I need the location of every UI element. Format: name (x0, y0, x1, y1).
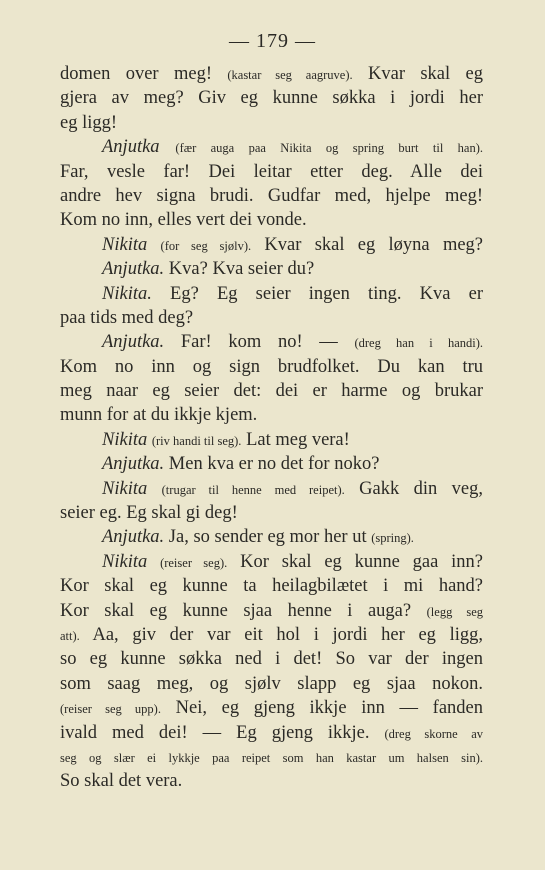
stage-direction: (kastar seg aagruve). (227, 68, 353, 82)
text-line (60, 501, 483, 525)
text-line (60, 62, 483, 86)
text-run: Far, vesle far! Dei leitar etter deg. Alle dei (60, 161, 483, 182)
text-run: ivald med dei! — Eg gjeng ikkje. (60, 722, 370, 743)
text-line (60, 233, 483, 257)
text-line (60, 160, 483, 184)
page-number: — 179 — (229, 30, 316, 52)
text-line (60, 550, 483, 574)
speaker-name: Nikita. (102, 283, 152, 304)
text-run: Kvar skal eg (368, 64, 483, 84)
text-run: domen over meg! (60, 64, 212, 84)
text-run: So skal det vera. (60, 771, 183, 792)
text-run: Men kva er no det for noko? (168, 454, 380, 475)
speaker-name: Anjutka. (102, 332, 165, 353)
text-run: andre hev signa brudi. Gudfar med, hjelpe meg! (60, 185, 483, 206)
text-run: Kva? Kva seier du? (168, 259, 315, 280)
text-line (60, 769, 483, 793)
text-run: Eg? Eg seier ingen ting. Kva er (170, 283, 483, 304)
text-line (60, 355, 483, 379)
speaker-name: Nikita (102, 429, 148, 450)
text-line (60, 745, 483, 769)
stage-direction: (riv handi til seg). (151, 433, 242, 448)
text-run: Nei, eg gjeng ikkje inn — fanden (175, 698, 484, 719)
text-line (60, 672, 483, 696)
speaker-name: Anjutka (102, 137, 160, 158)
text-run: so eg kunne søkka ned i det! So var der ingen (60, 649, 483, 670)
text-run: Gakk din veg, (359, 478, 484, 499)
text-line (60, 428, 483, 452)
text-run: gjera av meg? Giv eg kunne søkka i jordi her (60, 88, 483, 109)
stage-direction: (dreg skorne av (384, 726, 484, 741)
stage-direction: (for seg sjølv). (160, 238, 252, 253)
speaker-name: Nikita (102, 478, 148, 499)
text-line (60, 477, 483, 501)
speaker-name: Anjutka. (102, 259, 165, 280)
text-run: meg naar eg seier det: dei er harme og brukar (60, 381, 483, 402)
stage-direction: (fær auga paa Nikita og spring burt til han). (175, 141, 484, 156)
text-run: Aa, giv der var eit hol i jordi her eg ligg, (92, 624, 483, 645)
text-line (60, 135, 483, 159)
text-run: Kor skal eg kunne ta heilagbilætet i mi hand? (60, 576, 483, 597)
text-line (60, 330, 483, 354)
speaker-name: Nikita (102, 234, 148, 255)
speaker-name: Anjutka. (102, 527, 165, 548)
text-run: Kom no inn og sign brudfolket. Du kan tru (60, 356, 483, 377)
text-run: Kor skal eg kunne gaa inn? (240, 551, 483, 572)
text-line (60, 184, 483, 208)
text-run: Kor skal eg kunne sjaa henne i auga? (60, 600, 412, 621)
stage-direction: att). (60, 628, 80, 643)
text-line (60, 696, 483, 720)
speaker-name: Nikita (102, 551, 148, 572)
text-run: Far! kom no! — (180, 332, 338, 353)
stage-direction: (reiser seg upp). (60, 702, 161, 717)
text-line (60, 599, 483, 623)
text-line (60, 721, 483, 745)
text-line (60, 647, 483, 671)
text-line (60, 86, 483, 110)
stage-direction: (reiser seg). (160, 555, 228, 570)
stage-direction: (trugar til henne med reipet). (161, 482, 345, 497)
text-run: eg ligg! (60, 112, 118, 133)
text-run: paa tids med deg? (60, 307, 194, 328)
text-line (60, 525, 483, 549)
text-line (60, 208, 483, 232)
text-run: Kvar skal eg løyna meg? (264, 234, 484, 255)
text-line (60, 452, 483, 476)
text-run: Kom no inn, elles vert dei vonde. (60, 210, 307, 231)
text-line (60, 403, 483, 427)
stage-direction: (legg seg (426, 604, 484, 619)
text-line (60, 574, 483, 598)
stage-direction: (dreg han i handi). (354, 336, 483, 351)
text-run: Ja, so sender eg mor her ut (168, 527, 367, 548)
speaker-name: Anjutka. (102, 454, 165, 475)
text-line (60, 257, 483, 281)
text-run: som saag meg, og sjølv slapp eg sjaa nokon. (60, 673, 483, 694)
stage-direction: (spring). (371, 531, 414, 546)
text-run: Lat meg vera! (246, 429, 350, 450)
stage-direction: seg og slær ei lykkje paa reipet som han kastar um halsen sin). (60, 750, 483, 765)
text-run: munn for at du ikkje kjem. (60, 405, 258, 426)
text-line (60, 379, 483, 403)
text-line (60, 306, 483, 330)
text-body (60, 62, 483, 794)
text-line (60, 282, 483, 306)
text-run: seier eg. Eg skal gi deg! (60, 503, 238, 524)
text-line (60, 111, 483, 135)
text-line (60, 623, 483, 647)
